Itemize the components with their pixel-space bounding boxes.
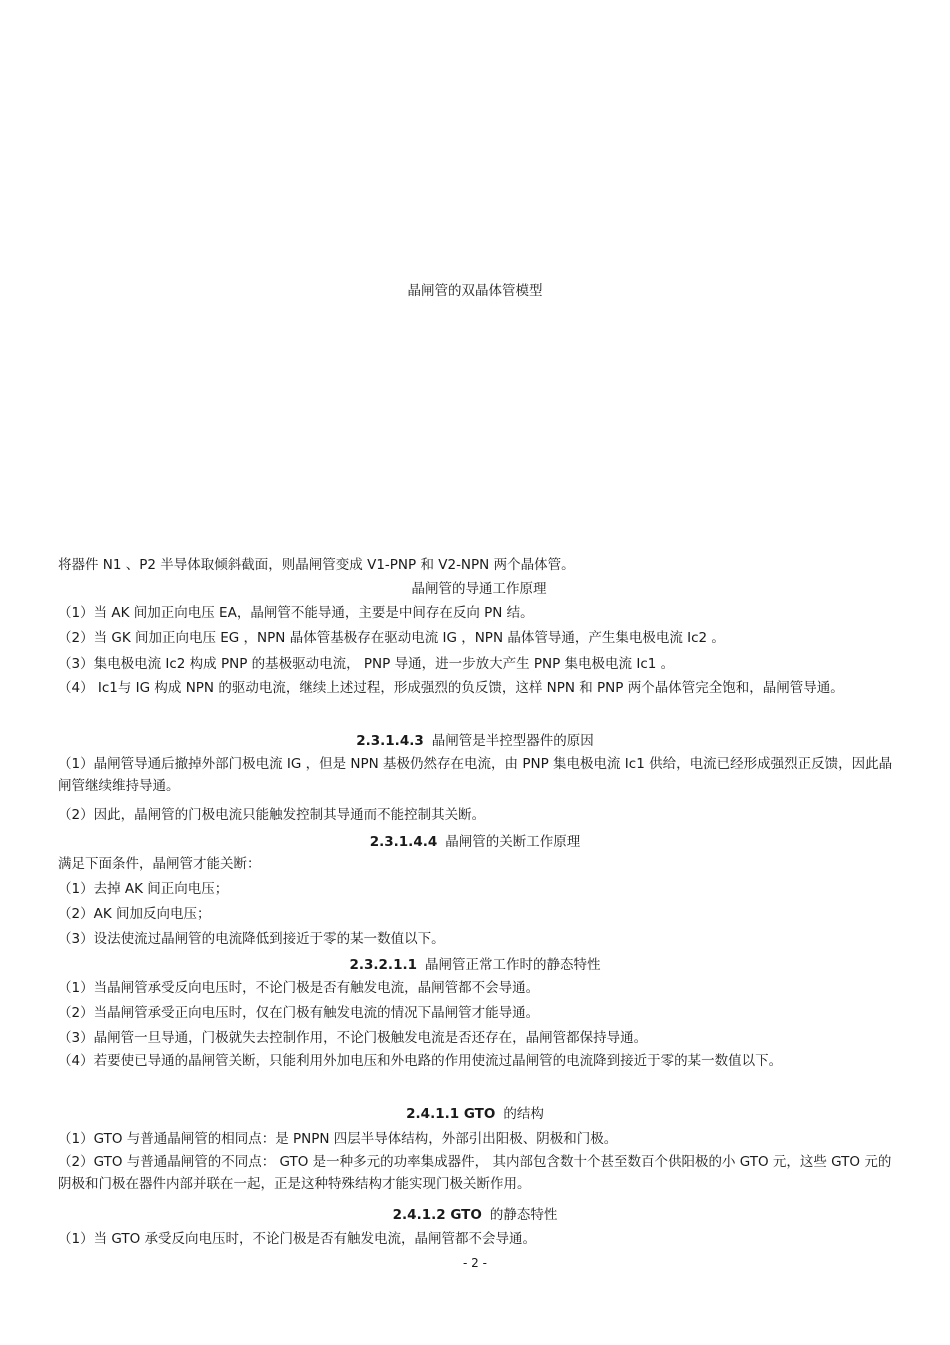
heading-number: 2.4.1.1 GTO	[406, 1106, 496, 1122]
heading-number: 2.3.1.4.3	[356, 733, 424, 749]
body-line: （2）当晶闸管承受正向电压时，仅在门极有触发电流的情况下晶闸管才能导通。	[58, 1005, 540, 1021]
figure-caption: 晶闸管的双晶体管模型	[407, 283, 543, 299]
body-line: （1）GTO 与普通晶闸管的相同点：是 PNPN 四层半导体结构，外部引出阳极、阴极和门极。	[58, 1131, 618, 1147]
heading-number: 2.4.1.2 GTO	[392, 1207, 482, 1223]
body-line: （1）当晶闸管承受反向电压时，不论门极是否有触发电流，晶闸管都不会导通。	[58, 980, 540, 996]
body-line: （2）因此，晶闸管的门极电流只能触发控制其导通而不能控制其关断。	[58, 807, 486, 823]
section-heading	[0, 1206, 950, 1224]
body-paragraph: （2）GTO 与普通晶闸管的不同点： GTO 是一种多元的功率集成器件， 其内部包含数十个甚至数百个供阳极的小 GTO 元，这些 GTO 元的阴极和门极在器件内部并联在一起，正是这种特殊结构才能实现门极关断作用。	[58, 1154, 892, 1192]
heading-text: 晶闸管是半控型器件的原因	[431, 733, 594, 749]
heading-text: 的静态特性	[489, 1207, 558, 1223]
body-line: （3）晶闸管一旦导通，门极就失去控制作用，不论门极触发电流是否还存在，晶闸管都保持导通。	[58, 1030, 648, 1046]
body-line: 将器件 N1 、P2 半导体取倾斜截面，则晶闸管变成 V1-PNP 和 V2-NPN 两个晶体管。	[58, 557, 575, 573]
page-number: - 2 -	[463, 1256, 487, 1270]
body-line: 满足下面条件，晶闸管才能关断：	[58, 856, 261, 872]
body-line: （1）当 AK 间加正向电压 EA，晶闸管不能导通，主要是中间存在反向 PN 结。	[58, 605, 534, 621]
section-heading	[0, 1105, 950, 1123]
body-line: （1）去掉 AK 间正向电压；	[58, 881, 229, 897]
section-heading	[0, 580, 950, 598]
body-paragraph: （4） Ic1与 IG 构成 NPN 的驱动电流，继续上述过程，形成强烈的负反馈，这样 NPN 和 PNP 两个晶体管完全饱和，晶闸管导通。	[58, 680, 844, 696]
heading-text: 晶闸管正常工作时的静态特性	[424, 957, 601, 973]
section-heading	[0, 732, 950, 750]
body-paragraph: （1）晶闸管导通后撤掉外部门极电流 IG ，但是 NPN 基极仍然存在电流，由 PNP 集电极电流 Ic1 供给，电流已经形成强烈正反馈，因此晶闸管继续维持导通。	[58, 756, 893, 794]
heading-text: 晶闸管的导通工作原理	[411, 581, 547, 597]
heading-text: 的结构	[503, 1106, 544, 1122]
body-line: （1）当 GTO 承受反向电压时，不论门极是否有触发电流，晶闸管都不会导通。	[58, 1231, 537, 1247]
body-paragraph: （4）若要使已导通的晶闸管关断，只能利用外加电压和外电路的作用使流过晶闸管的电流降到接近于零的某一数值以下。	[58, 1053, 783, 1069]
body-line: （2）当 GK 间加正向电压 EG ，NPN 晶体管基极存在驱动电流 IG ，NPN 晶体管导通，产生集电极电流 Ic2 。	[58, 630, 725, 646]
body-line: （3）集电极电流 Ic2 构成 PNP 的基极驱动电流， PNP 导通，进一步放大产生 PNP 集电极电流 Ic1 。	[58, 656, 675, 672]
heading-number: 2.3.1.4.4	[369, 834, 438, 850]
body-line: （3）设法使流过晶闸管的电流降低到接近于零的某一数值以下。	[58, 931, 445, 947]
section-heading	[0, 833, 950, 851]
heading-number: 2.3.2.1.1	[349, 957, 417, 973]
section-heading	[0, 956, 950, 974]
body-line: （2）AK 间加反向电压；	[58, 906, 211, 922]
heading-text: 晶闸管的关断工作原理	[445, 834, 581, 850]
